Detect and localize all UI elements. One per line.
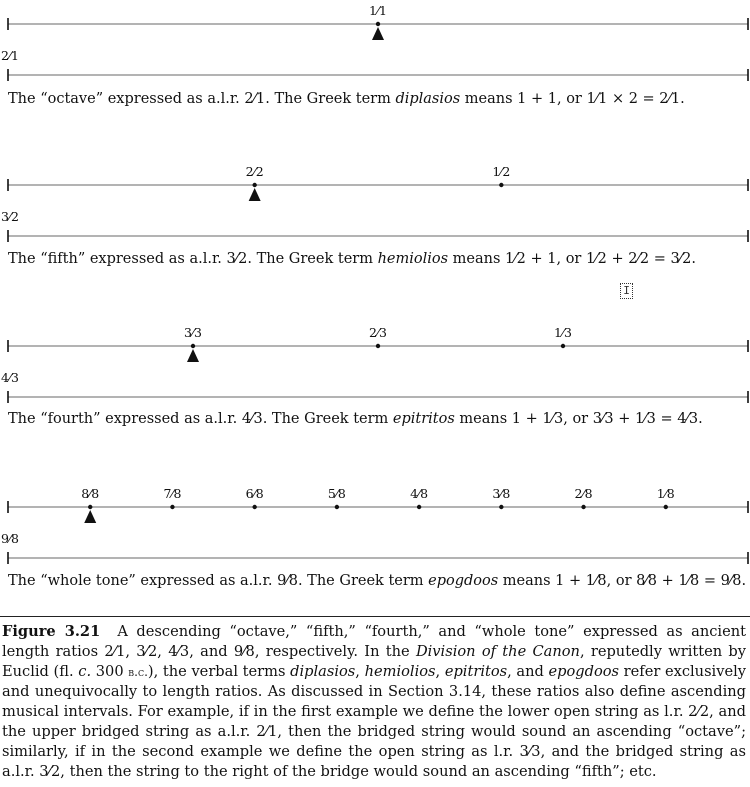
caption-suffix: means 1⁄2 + 1, or 1⁄2 + 2⁄2 = 3⁄2. — [448, 251, 696, 267]
ratio-label: 3⁄3 — [184, 325, 202, 340]
ratio-label: 2⁄3 — [369, 325, 387, 340]
era: b.c. — [128, 664, 148, 679]
ratio-label: 5⁄8 — [327, 486, 346, 501]
bridge-marker — [372, 27, 384, 40]
caption-prefix: The “whole tone” expressed as a.l.r. 9⁄8. The Greek term — [8, 573, 429, 589]
division-point — [252, 505, 256, 509]
term-epogdoos: epogdoos — [548, 662, 620, 680]
caption-suffix: means 1 + 1⁄8, or 8⁄8 + 1⁄8 = 9⁄8. — [498, 573, 747, 589]
division-point — [561, 344, 565, 348]
caption-text: refer exclusively and unequivocally to length ratios. As discussed in Section 3.14, these ratios also define ascending musical intervals. For example, if in the first example we define the lower open string as l.r. 2⁄2, and the upper bridged string as a.l.r. 2⁄1, then the bridged string would sound an ascending “octave”; similarly, if in the second example we define the open string as l.r. 3⁄3, and the bridged string as a.l.r. 3⁄2, then the string to the right of the bridge would sound an ascending “fifth”; etc. — [2, 662, 747, 780]
division-point — [417, 505, 421, 509]
caption-prefix: The “fifth” expressed as a.l.r. 3⁄2. The Greek term — [8, 251, 378, 267]
division-point — [499, 183, 503, 187]
caption-text: ), the verbal terms — [147, 662, 291, 680]
ratio-label: 2⁄2 — [245, 164, 264, 179]
caption-suffix: means 1 + 1, or 1⁄1 × 2 = 2⁄1. — [460, 91, 685, 107]
division-point — [581, 505, 585, 509]
caption-text: 300 — [91, 662, 129, 680]
figure-caption: Figure 3.21 A descending “octave,” “fifth,” “fourth,” and “whole tone” expressed as ancient length ratios 2⁄1, 3⁄2, 4⁄3, and 9⁄8, respectively. In the Division of the Canon, reputedly written by Euclid (fl. c. 300 b.c.), the verbal terms diplasios, hemiolios, epitritos, and epogdoos refer exclusively and unequivocally to length ratios. As discussed in Section 3.14, these ratios also define ascending musical intervals. For example, if in the first example we define the lower open string as l.r. 2⁄2, and the upper bridged string as a.l.r. 2⁄1, then the bridged string would sound an ascending “octave”; similarly, if in the second example we define the open string as l.r. 3⁄3, and the bridged string as a.l.r. 3⁄2, then the string to the right of the bridge would sound an ascending “fifth”; etc. — [2, 623, 747, 780]
term-diplasios: diplasios — [290, 662, 356, 680]
fourth-caption — [8, 411, 703, 427]
ratio-label: 1⁄2 — [492, 164, 511, 179]
bridge-marker — [84, 510, 96, 523]
division-point — [170, 505, 174, 509]
caption-divider — [0, 616, 750, 617]
ratio-label: 2⁄8 — [574, 486, 593, 501]
book-title: Division of the Canon — [415, 642, 580, 660]
open-string-ratio-label: 4⁄3 — [1, 370, 19, 385]
ratio-label: 1⁄3 — [554, 325, 572, 340]
caption-text: , reputedly written by Euclid (fl. — [2, 642, 747, 680]
bridge-marker — [187, 349, 199, 362]
whole-tone-caption — [8, 573, 746, 589]
greek-term: diplasios — [395, 91, 461, 107]
greek-term: epitritos — [392, 411, 455, 427]
ratio-label: 8⁄8 — [81, 486, 100, 501]
open-string-ratio-label: 9⁄8 — [1, 531, 19, 546]
octave-caption — [8, 91, 685, 107]
division-point — [376, 344, 380, 348]
term-hemiolios: hemiolios — [364, 662, 436, 680]
text-cursor-icon: I — [620, 283, 633, 299]
division-point — [376, 22, 380, 26]
ratio-label: 1⁄1 — [369, 3, 387, 18]
division-point — [335, 505, 339, 509]
caption-text: A descending “octave,” “fifth,” “fourth,” and “whole tone” expressed as ancient length ratios 2⁄1, 3⁄2, 4⁄3, and 9⁄8, respectively. In the — [2, 623, 746, 660]
greek-term: hemiolios — [377, 251, 449, 267]
caption-prefix: The “fourth” expressed as a.l.r. 4⁄3. The Greek term — [8, 411, 393, 427]
caption-prefix: The “octave” expressed as a.l.r. 2⁄1. The Greek term — [8, 91, 396, 107]
greek-term: epogdoos — [428, 573, 499, 589]
ratio-label: 6⁄8 — [245, 486, 264, 501]
ratio-label: 7⁄8 — [163, 486, 182, 501]
caption-suffix: means 1 + 1⁄3, or 3⁄3 + 1⁄3 = 4⁄3. — [454, 411, 703, 427]
ratio-label: 1⁄8 — [656, 486, 675, 501]
division-point — [499, 505, 503, 509]
figure-label: Figure 3.21 — [2, 623, 101, 640]
bridge-marker — [249, 188, 261, 201]
term-epitritos: epitritos — [444, 662, 508, 680]
fifth-caption — [8, 251, 696, 267]
ratio-label: 3⁄8 — [492, 486, 511, 501]
open-string-ratio-label: 3⁄2 — [1, 209, 19, 224]
division-point — [252, 183, 256, 187]
circa: c. — [78, 662, 92, 680]
division-point — [191, 344, 195, 348]
division-point — [88, 505, 92, 509]
division-point — [664, 505, 668, 509]
ratio-label: 4⁄8 — [410, 486, 429, 501]
open-string-ratio-label: 2⁄1 — [1, 48, 19, 63]
